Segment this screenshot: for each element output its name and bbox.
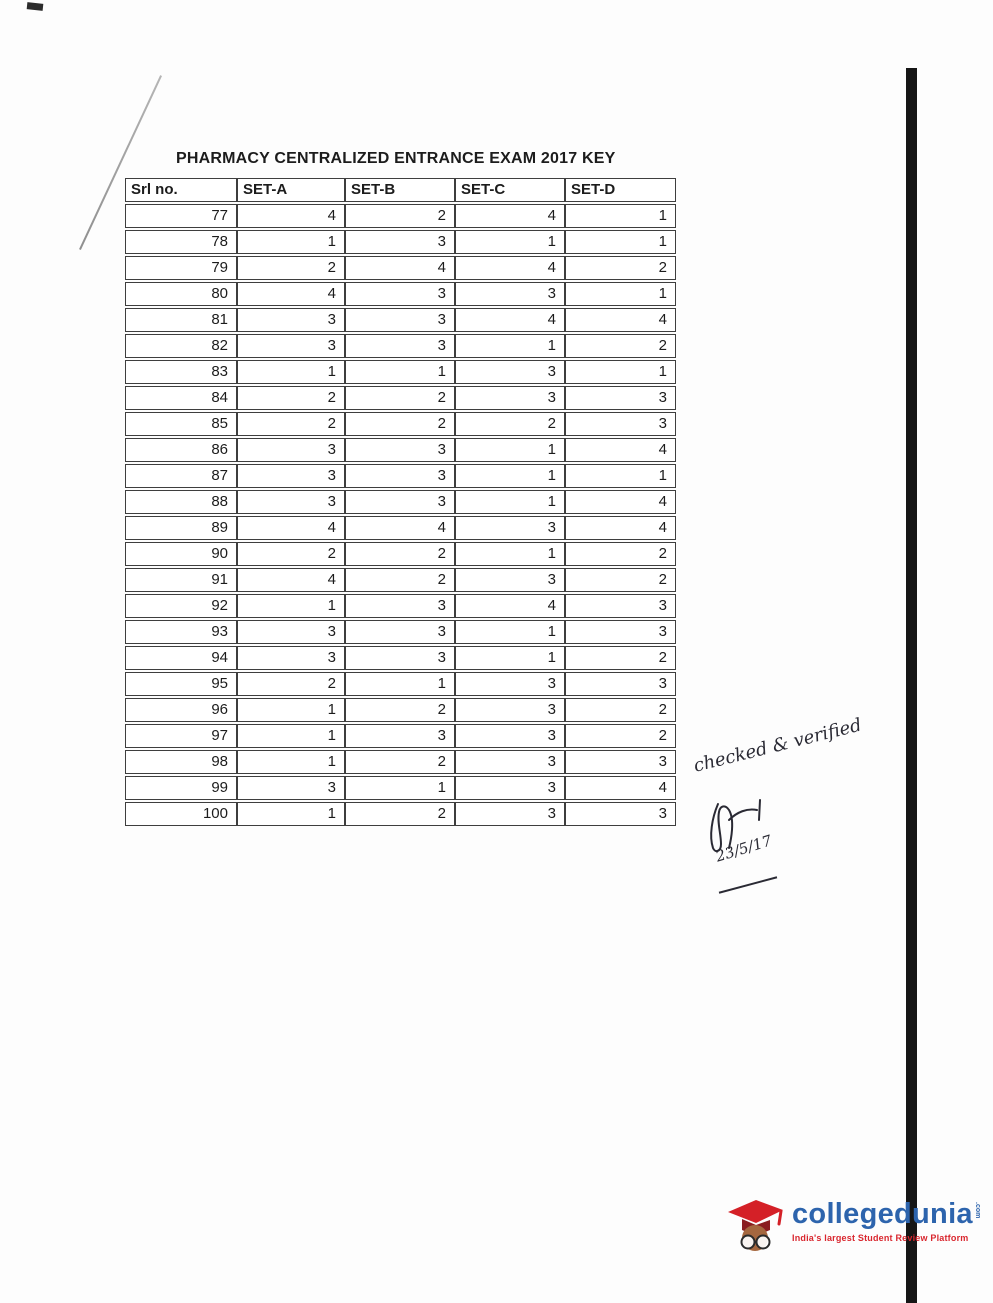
answer-cell: 3 — [237, 620, 345, 644]
answer-cell: 2 — [565, 646, 676, 670]
answer-cell: 3 — [455, 698, 565, 722]
answer-cell: 1 — [237, 698, 345, 722]
table-row — [125, 698, 676, 722]
answer-cell: 2 — [565, 568, 676, 592]
answer-cell: 4 — [237, 568, 345, 592]
answer-cell: 4 — [455, 204, 565, 228]
srl-no-cell: 94 — [125, 646, 237, 670]
srl-no-cell: 88 — [125, 490, 237, 514]
table-row — [125, 490, 676, 514]
table-row — [125, 256, 676, 280]
answer-cell: 3 — [237, 464, 345, 488]
answer-cell: 3 — [345, 594, 455, 618]
answer-cell: 3 — [455, 568, 565, 592]
answer-cell: 3 — [565, 412, 676, 436]
answer-cell: 3 — [237, 646, 345, 670]
answer-cell: 3 — [345, 282, 455, 306]
answer-cell: 1 — [455, 646, 565, 670]
answer-cell: 4 — [455, 308, 565, 332]
srl-no-cell: 77 — [125, 204, 237, 228]
answer-cell: 2 — [345, 386, 455, 410]
table-row — [125, 568, 676, 592]
table-row — [125, 464, 676, 488]
answer-cell: 3 — [345, 308, 455, 332]
answer-cell: 3 — [237, 490, 345, 514]
table-header-row — [125, 178, 676, 202]
answer-cell: 3 — [345, 646, 455, 670]
answer-cell: 3 — [237, 308, 345, 332]
answer-cell: 4 — [455, 256, 565, 280]
answer-cell: 1 — [237, 594, 345, 618]
scan-artifact-top-mark — [27, 2, 44, 11]
answer-cell: 4 — [345, 256, 455, 280]
table-row — [125, 542, 676, 566]
document-title: PHARMACY CENTRALIZED ENTRANCE EXAM 2017 KEY — [176, 150, 616, 167]
answer-cell: 3 — [455, 802, 565, 826]
table-row — [125, 334, 676, 358]
column-header-set-c: SET-C — [455, 178, 565, 202]
answer-cell: 2 — [565, 698, 676, 722]
table-row — [125, 516, 676, 540]
answer-cell: 3 — [565, 750, 676, 774]
answer-cell: 4 — [237, 204, 345, 228]
answer-cell: 4 — [565, 308, 676, 332]
brand-tagline: India's largest Student Review Platform — [792, 1233, 969, 1243]
answer-cell: 1 — [565, 204, 676, 228]
answer-cell: 1 — [237, 802, 345, 826]
answer-cell: 4 — [237, 516, 345, 540]
answer-cell: 4 — [565, 438, 676, 462]
brand-domain-suffix: .com — [973, 1202, 981, 1219]
srl-no-cell: 80 — [125, 282, 237, 306]
srl-no-cell: 90 — [125, 542, 237, 566]
answer-cell: 3 — [565, 594, 676, 618]
srl-no-cell: 78 — [125, 230, 237, 254]
srl-no-cell: 82 — [125, 334, 237, 358]
answer-cell: 2 — [345, 802, 455, 826]
column-header-set-d: SET-D — [565, 178, 676, 202]
answer-cell: 3 — [565, 802, 676, 826]
answer-cell: 2 — [237, 386, 345, 410]
answer-cell: 1 — [455, 490, 565, 514]
answer-cell: 1 — [345, 776, 455, 800]
answer-cell: 4 — [455, 594, 565, 618]
srl-no-cell: 100 — [125, 802, 237, 826]
answer-cell: 4 — [237, 282, 345, 306]
table-row — [125, 620, 676, 644]
answer-cell: 1 — [455, 438, 565, 462]
answer-cell: 2 — [345, 698, 455, 722]
table-row — [125, 802, 676, 826]
answer-cell: 1 — [237, 724, 345, 748]
answer-cell: 2 — [237, 412, 345, 436]
answer-cell: 3 — [455, 360, 565, 384]
answer-cell: 4 — [565, 516, 676, 540]
table-row — [125, 776, 676, 800]
collegedunia-mascot-icon — [726, 1192, 786, 1256]
answer-cell: 3 — [455, 750, 565, 774]
srl-no-cell: 85 — [125, 412, 237, 436]
answer-cell: 3 — [345, 724, 455, 748]
srl-no-cell: 79 — [125, 256, 237, 280]
table-row — [125, 672, 676, 696]
answer-cell: 2 — [565, 256, 676, 280]
column-header-set-a: SET-A — [237, 178, 345, 202]
answer-cell: 2 — [345, 750, 455, 774]
answer-cell: 2 — [565, 334, 676, 358]
answer-cell: 3 — [455, 672, 565, 696]
answer-cell: 3 — [345, 334, 455, 358]
answer-cell: 3 — [345, 230, 455, 254]
answer-cell: 2 — [565, 724, 676, 748]
table-row — [125, 750, 676, 774]
column-header-set-b: SET-B — [345, 178, 455, 202]
answer-cell: 3 — [237, 776, 345, 800]
handwritten-date-underline — [719, 876, 777, 893]
srl-no-cell: 81 — [125, 308, 237, 332]
answer-cell: 3 — [237, 438, 345, 462]
answer-cell: 1 — [455, 230, 565, 254]
srl-no-cell: 99 — [125, 776, 237, 800]
answer-cell: 2 — [345, 204, 455, 228]
table-row — [125, 282, 676, 306]
table-row — [125, 412, 676, 436]
answer-cell: 2 — [237, 542, 345, 566]
answer-cell: 1 — [565, 282, 676, 306]
table-row — [125, 204, 676, 228]
answer-cell: 1 — [345, 672, 455, 696]
answer-cell: 1 — [237, 230, 345, 254]
answer-cell: 3 — [237, 334, 345, 358]
answer-cell: 1 — [237, 360, 345, 384]
answer-cell: 3 — [565, 386, 676, 410]
table-row — [125, 360, 676, 384]
answer-cell: 1 — [237, 750, 345, 774]
answer-cell: 3 — [455, 386, 565, 410]
answer-cell: 1 — [455, 334, 565, 358]
answer-cell: 4 — [565, 776, 676, 800]
scan-artifact-edge-bar — [906, 68, 917, 1303]
answer-cell: 2 — [237, 256, 345, 280]
answer-cell: 4 — [345, 516, 455, 540]
answer-cell: 1 — [455, 620, 565, 644]
answer-cell: 1 — [565, 360, 676, 384]
srl-no-cell: 91 — [125, 568, 237, 592]
srl-no-cell: 98 — [125, 750, 237, 774]
srl-no-cell: 96 — [125, 698, 237, 722]
answer-cell: 3 — [345, 464, 455, 488]
answer-cell: 3 — [345, 620, 455, 644]
answer-cell: 2 — [565, 542, 676, 566]
answer-cell: 1 — [455, 464, 565, 488]
table-row — [125, 386, 676, 410]
srl-no-cell: 93 — [125, 620, 237, 644]
brand-name: collegedunia — [792, 1198, 973, 1230]
answer-cell: 1 — [345, 360, 455, 384]
srl-no-cell: 86 — [125, 438, 237, 462]
handwritten-checked-note: checked & verified — [691, 714, 864, 777]
brand-text-block — [792, 1192, 981, 1243]
collegedunia-logo — [726, 1192, 981, 1256]
answer-cell: 1 — [565, 230, 676, 254]
answer-cell: 2 — [345, 568, 455, 592]
srl-no-cell: 95 — [125, 672, 237, 696]
table-row — [125, 646, 676, 670]
column-header-srl-no: Srl no. — [125, 178, 237, 202]
srl-no-cell: 83 — [125, 360, 237, 384]
srl-no-cell: 87 — [125, 464, 237, 488]
srl-no-cell: 84 — [125, 386, 237, 410]
answer-cell: 3 — [565, 620, 676, 644]
srl-no-cell: 92 — [125, 594, 237, 618]
answer-cell: 3 — [455, 776, 565, 800]
answer-cell: 3 — [345, 490, 455, 514]
answer-cell: 1 — [455, 542, 565, 566]
table-body — [125, 204, 676, 826]
srl-no-cell: 97 — [125, 724, 237, 748]
handwritten-date: 23/5/17 — [713, 831, 774, 866]
answer-cell: 2 — [345, 412, 455, 436]
srl-no-cell: 89 — [125, 516, 237, 540]
table-row — [125, 594, 676, 618]
table-row — [125, 724, 676, 748]
answer-cell: 4 — [565, 490, 676, 514]
answer-cell: 3 — [345, 438, 455, 462]
answer-cell: 2 — [345, 542, 455, 566]
table-row — [125, 308, 676, 332]
answer-cell: 1 — [565, 464, 676, 488]
answer-cell: 2 — [455, 412, 565, 436]
answer-cell: 3 — [455, 282, 565, 306]
answer-cell: 2 — [237, 672, 345, 696]
answer-key-table — [125, 176, 676, 828]
answer-cell: 3 — [455, 516, 565, 540]
answer-cell: 3 — [455, 724, 565, 748]
table-row — [125, 230, 676, 254]
answer-cell: 3 — [565, 672, 676, 696]
table-row — [125, 438, 676, 462]
